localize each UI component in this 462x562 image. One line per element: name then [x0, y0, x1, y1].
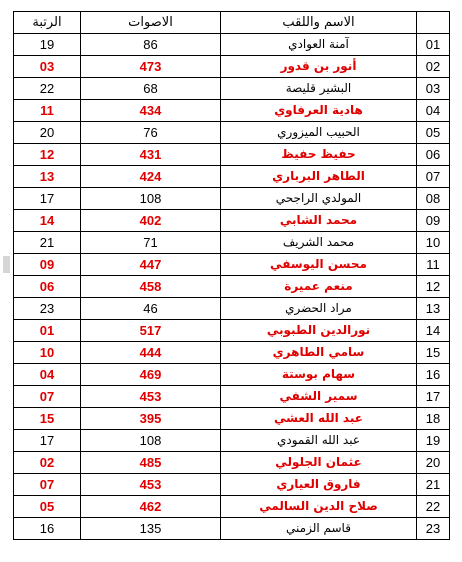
name-cell: آمنة العوادي	[221, 34, 417, 56]
table-row	[14, 518, 450, 540]
table-row	[14, 100, 450, 122]
votes-cell: 485	[81, 452, 221, 474]
number-cell: 17	[417, 386, 450, 408]
votes-cell: 424	[81, 166, 221, 188]
votes-cell: 108	[81, 430, 221, 452]
number-cell: 20	[417, 452, 450, 474]
rank-cell: 20	[14, 122, 81, 144]
name-cell: محمد الشريف	[221, 232, 417, 254]
votes-cell: 447	[81, 254, 221, 276]
name-cell: منعم عميرة	[221, 276, 417, 298]
table-row	[14, 188, 450, 210]
header-name: الاسم واللقب	[221, 12, 417, 34]
table-row	[14, 408, 450, 430]
number-cell: 06	[417, 144, 450, 166]
votes-cell: 68	[81, 78, 221, 100]
name-cell: صلاح الدين السالمي	[221, 496, 417, 518]
name-cell: سمير الشفي	[221, 386, 417, 408]
table-row	[14, 254, 450, 276]
votes-cell: 135	[81, 518, 221, 540]
name-cell: أنور بن قدور	[221, 56, 417, 78]
rank-cell: 13	[14, 166, 81, 188]
name-cell: نورالدين الطبوبي	[221, 320, 417, 342]
votes-cell: 453	[81, 474, 221, 496]
number-cell: 02	[417, 56, 450, 78]
name-cell: البشير قليصة	[221, 78, 417, 100]
number-cell: 04	[417, 100, 450, 122]
votes-cell: 71	[81, 232, 221, 254]
votes-cell: 458	[81, 276, 221, 298]
votes-cell: 469	[81, 364, 221, 386]
number-cell: 03	[417, 78, 450, 100]
rank-cell: 09	[14, 254, 81, 276]
name-cell: المولدي الراجحي	[221, 188, 417, 210]
name-cell: عبد الله العشي	[221, 408, 417, 430]
header-rank: الرتبة	[14, 12, 81, 34]
rank-cell: 03	[14, 56, 81, 78]
rank-cell: 16	[14, 518, 81, 540]
rank-cell: 17	[14, 188, 81, 210]
table-row	[14, 386, 450, 408]
number-cell: 19	[417, 430, 450, 452]
number-cell: 21	[417, 474, 450, 496]
header-votes: الاصوات	[81, 12, 221, 34]
number-cell: 10	[417, 232, 450, 254]
table-row	[14, 210, 450, 232]
number-cell: 05	[417, 122, 450, 144]
name-cell: حفيظ حفيظ	[221, 144, 417, 166]
rank-cell: 10	[14, 342, 81, 364]
header-number	[417, 12, 450, 34]
votes-cell: 517	[81, 320, 221, 342]
votes-cell: 473	[81, 56, 221, 78]
table-row	[14, 496, 450, 518]
rank-cell: 19	[14, 34, 81, 56]
votes-cell: 453	[81, 386, 221, 408]
table-row	[14, 342, 450, 364]
name-cell: محسن اليوسفي	[221, 254, 417, 276]
name-cell: سامي الطاهري	[221, 342, 417, 364]
rank-cell: 07	[14, 386, 81, 408]
number-cell: 14	[417, 320, 450, 342]
number-cell: 09	[417, 210, 450, 232]
name-cell: عثمان الجلولي	[221, 452, 417, 474]
rank-cell: 12	[14, 144, 81, 166]
votes-cell: 46	[81, 298, 221, 320]
number-cell: 15	[417, 342, 450, 364]
number-cell: 01	[417, 34, 450, 56]
number-cell: 18	[417, 408, 450, 430]
name-cell: محمد الشابي	[221, 210, 417, 232]
selection-marker	[3, 256, 10, 273]
table-row	[14, 34, 450, 56]
name-cell: عبد الله القمودي	[221, 430, 417, 452]
rank-cell: 05	[14, 496, 81, 518]
name-cell: الحبيب الميزوري	[221, 122, 417, 144]
table-row	[14, 320, 450, 342]
rank-cell: 22	[14, 78, 81, 100]
number-cell: 13	[417, 298, 450, 320]
table-row	[14, 364, 450, 386]
name-cell: هادية العرفاوي	[221, 100, 417, 122]
rank-cell: 23	[14, 298, 81, 320]
votes-cell: 431	[81, 144, 221, 166]
votes-cell: 108	[81, 188, 221, 210]
votes-cell: 76	[81, 122, 221, 144]
rank-cell: 17	[14, 430, 81, 452]
rank-cell: 11	[14, 100, 81, 122]
rank-cell: 02	[14, 452, 81, 474]
table-row	[14, 474, 450, 496]
name-cell: الطاهر البرباري	[221, 166, 417, 188]
header-row	[14, 12, 450, 34]
number-cell: 11	[417, 254, 450, 276]
table-row	[14, 166, 450, 188]
table-row	[14, 276, 450, 298]
votes-cell: 395	[81, 408, 221, 430]
rank-cell: 21	[14, 232, 81, 254]
rank-cell: 14	[14, 210, 81, 232]
votes-cell: 444	[81, 342, 221, 364]
votes-cell: 402	[81, 210, 221, 232]
table-row	[14, 122, 450, 144]
votes-cell: 462	[81, 496, 221, 518]
rank-cell: 01	[14, 320, 81, 342]
rank-cell: 15	[14, 408, 81, 430]
table-row	[14, 56, 450, 78]
rank-cell: 06	[14, 276, 81, 298]
rank-cell: 04	[14, 364, 81, 386]
name-cell: فاروق العياري	[221, 474, 417, 496]
votes-cell: 86	[81, 34, 221, 56]
rank-cell: 07	[14, 474, 81, 496]
number-cell: 12	[417, 276, 450, 298]
table-row	[14, 298, 450, 320]
number-cell: 23	[417, 518, 450, 540]
number-cell: 08	[417, 188, 450, 210]
votes-cell: 434	[81, 100, 221, 122]
number-cell: 22	[417, 496, 450, 518]
number-cell: 07	[417, 166, 450, 188]
table-row	[14, 78, 450, 100]
table-row	[14, 430, 450, 452]
table-row	[14, 144, 450, 166]
number-cell: 16	[417, 364, 450, 386]
table-row	[14, 232, 450, 254]
name-cell: قاسم الزمني	[221, 518, 417, 540]
table-body	[14, 34, 450, 540]
name-cell: سهام بوستة	[221, 364, 417, 386]
name-cell: مراد الحضري	[221, 298, 417, 320]
table-row	[14, 452, 450, 474]
results-table	[13, 11, 450, 540]
